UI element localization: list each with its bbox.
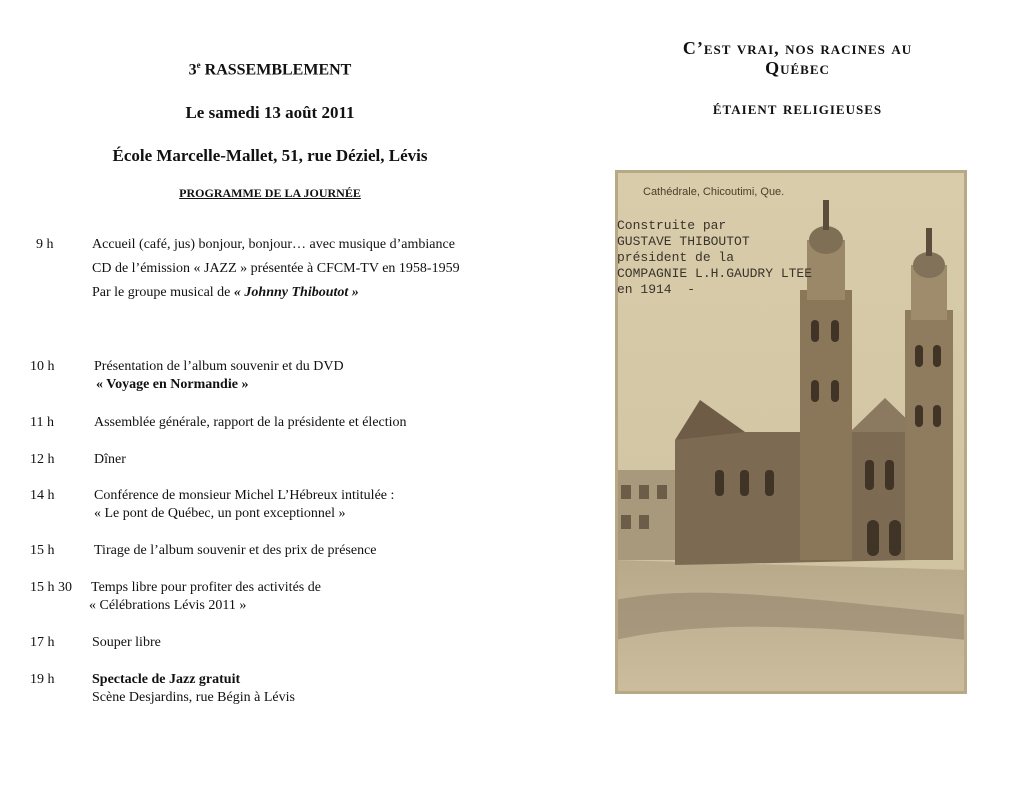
schedule-time: 12 h — [30, 452, 55, 467]
heritage-subtitle: étaient religieuses — [712, 98, 883, 118]
schedule-time: 17 h — [30, 635, 55, 650]
schedule-text: Spectacle de Jazz gratuit — [92, 672, 241, 687]
schedule-text: CD de l’émission « JAZZ » présentée à CFCM-TV en 1958-1959 — [92, 261, 460, 276]
schedule-time: 9 h — [36, 237, 54, 252]
band-name: « Johnny Thiboutot » — [233, 285, 359, 300]
program-title: PROGRAMME DE LA JOURNÉE — [179, 186, 361, 200]
postcard-image — [615, 170, 967, 694]
schedule-time: 11 h — [30, 415, 54, 430]
schedule-time: 15 h — [30, 543, 55, 558]
schedule-time: 14 h — [30, 488, 55, 503]
event-heading: 3e RASSEMBLEMENT — [188, 60, 352, 79]
schedule-time: 19 h — [30, 672, 55, 687]
schedule-text: Temps libre pour profiter des activités de — [91, 580, 321, 595]
heritage-title: C’est vrai, nos racines au Québec — [682, 38, 913, 78]
schedule-text: Présentation de l’album souvenir et du DVD — [94, 359, 344, 374]
schedule-text: Souper libre — [92, 635, 161, 650]
event-date: Le samedi 13 août 2011 — [185, 103, 355, 122]
postcard-caption: Cathédrale, Chicoutimi, Que. — [643, 186, 785, 198]
schedule-text: Scène Desjardins, rue Bégin à Lévis — [92, 690, 295, 705]
schedule-text: « Célébrations Lévis 2011 » — [89, 598, 247, 613]
schedule-text: Tirage de l’album souvenir et des prix de présence — [94, 543, 377, 558]
schedule-text: « Le pont de Québec, un pont exceptionnel » — [94, 506, 346, 521]
schedule-text: Par le groupe musical de « Johnny Thiboutot » — [92, 285, 359, 300]
schedule-text: « Voyage en Normandie » — [96, 377, 249, 392]
stamp-text: Construite par GUSTAVE THIBOUTOT président de la COMPAGNIE L.H.GAUDRY LTEE en 1914 - — [617, 218, 813, 297]
schedule-text: Conférence de monsieur Michel L’Hébreux intitulée : — [94, 488, 395, 503]
event-location: École Marcelle-Mallet, 51, rue Déziel, Lévis — [112, 146, 428, 165]
schedule-text: Assemblée générale, rapport de la présidente et élection — [94, 415, 407, 430]
schedule-time: 10 h — [30, 359, 55, 374]
schedule-text: Dîner — [94, 452, 126, 467]
schedule-time: 15 h 30 — [30, 580, 72, 595]
schedule-text: Accueil (café, jus) bonjour, bonjour… avec musique d’ambiance — [92, 237, 455, 252]
